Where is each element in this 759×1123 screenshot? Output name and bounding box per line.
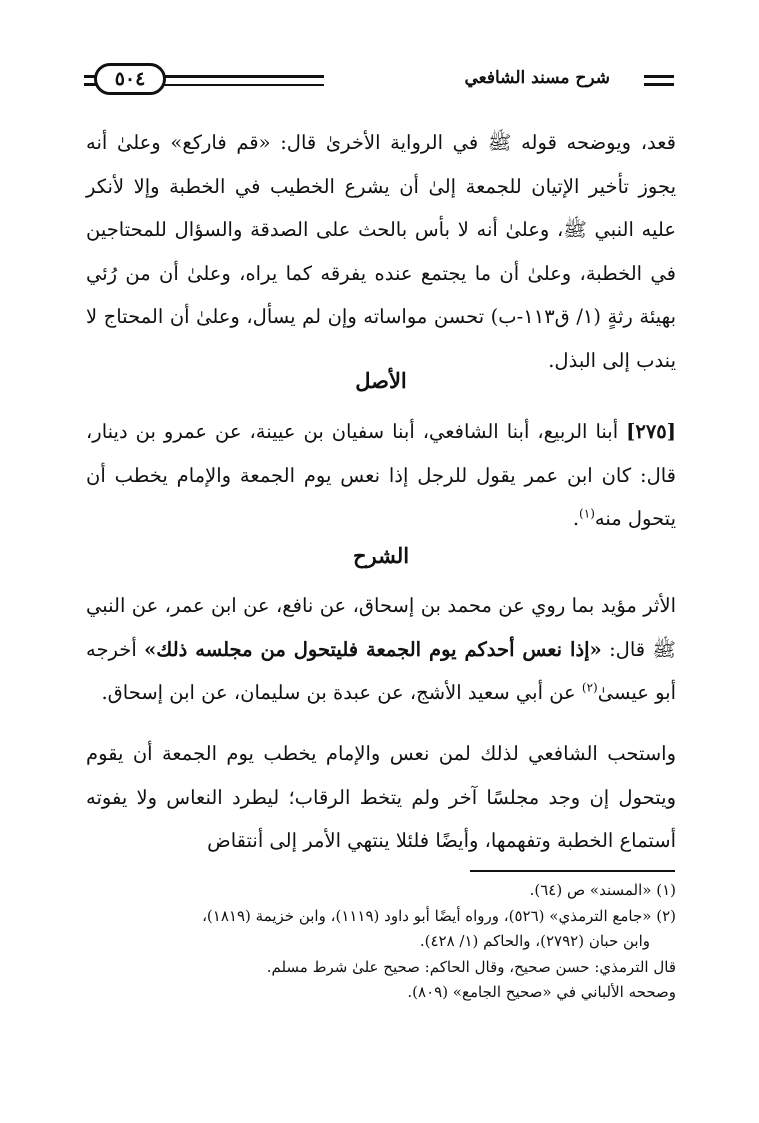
header-double-rule bbox=[162, 75, 324, 86]
footnote-separator bbox=[470, 870, 675, 872]
heading-sharh: الشرح bbox=[352, 543, 410, 568]
header-double-rule-right bbox=[644, 75, 674, 86]
athar-text: أبنا الربيع، أبنا الشافعي، أبنا سفيان بن عيينة، عن عمرو بن دينار، قال: كان ابن عمر يقول للرجل إذا نعس يوم الجمعة والإمام يخطب أن يتحول منه bbox=[86, 420, 676, 530]
sharh-text-b: أخرجه أبو عيسىٰ bbox=[86, 637, 676, 704]
paragraph-istihbab: واستحب الشافعي لذلك لمن نعس والإمام يخطب يوم الجمعة أن يقوم ويتحول إن وجد مجلسًا آخر ولم يتخط الرقاب؛ ليطرد النعاس ولا يفوته أستماع الخطبة وتفهمها، وأيضًا فلئلا ينتهي الأمر إلى أنتقاض bbox=[86, 742, 676, 852]
page-header bbox=[84, 62, 674, 102]
footnote-2-line-1: (٢) «جامع الترمذي» (٥٢٦)، ورواه أيضًا أبو داود (١١١٩)، وابن خزيمة (١٨١٩)، bbox=[202, 906, 676, 925]
athar-end: . bbox=[572, 507, 580, 530]
hadith-quote: «إذا نعس أحدكم يوم الجمعة فليتحول من مجلسه ذلك» bbox=[144, 637, 602, 661]
footnote-ref-2: (٢) bbox=[581, 680, 598, 695]
paragraph-sharh bbox=[86, 584, 676, 715]
footnote-2-line-2: وابن حبان (٢٧٩٢)، والحاكم (١/ ٤٢٨). bbox=[419, 932, 650, 950]
footnote-2-line-4: وصححه الألباني في «صحيح الجامع» (٨٠٩). bbox=[407, 983, 676, 1001]
footnote-1: (١) «المسند» ص (٦٤). bbox=[529, 881, 676, 899]
sharh-text-c: عن أبي سعيد الأشج، عن عبدة بن سليمان، عن ابن إسحاق. bbox=[101, 681, 582, 704]
paragraph-continuation: قعد، ويوضحه قوله ﷺ في الرواية الأخرىٰ قال: «قم فاركع» وعلىٰ أنه يجوز تأخير الإتيان للجمعة إلىٰ أن يشرع الخطيب في الخطبة وإلا لأنكر عليه النبي ﷺ، وعلىٰ أنه لا بأس بالحث على الصدقة والسؤال للمحتاجين في الخطبة، وعلىٰ أن ما يجتمع عنده يفرقه كما يراه، وعلىٰ أن من رُئي بهيئة رثةٍ (١/ ق١١٣-ب) تحسن مواساته وإن لم يسأل، وعلىٰ أن المحتاج لا يندب إلى البذل. bbox=[86, 131, 676, 372]
footnotes bbox=[86, 878, 676, 1006]
footnote-2-line-3: قال الترمذي: حسن صحيح، وقال الحاكم: صحيح علىٰ شرط مسلم. bbox=[266, 957, 676, 976]
paragraph-athar bbox=[86, 410, 676, 541]
sharh-text-a: الأثر مؤيد بما روي عن محمد بن إسحاق، عن نافع، عن ابن عمر، عن النبي ﷺ قال: bbox=[86, 594, 676, 661]
heading-asl: الأصل bbox=[355, 368, 407, 393]
header-double-rule-left bbox=[84, 75, 96, 86]
page-number-badge: ٥٠٤ bbox=[94, 63, 166, 95]
running-title: شرح مسند الشافعي bbox=[464, 68, 610, 88]
athar-number: [٢٧٥] bbox=[626, 420, 676, 443]
footnote-ref-1: (١) bbox=[579, 506, 595, 521]
